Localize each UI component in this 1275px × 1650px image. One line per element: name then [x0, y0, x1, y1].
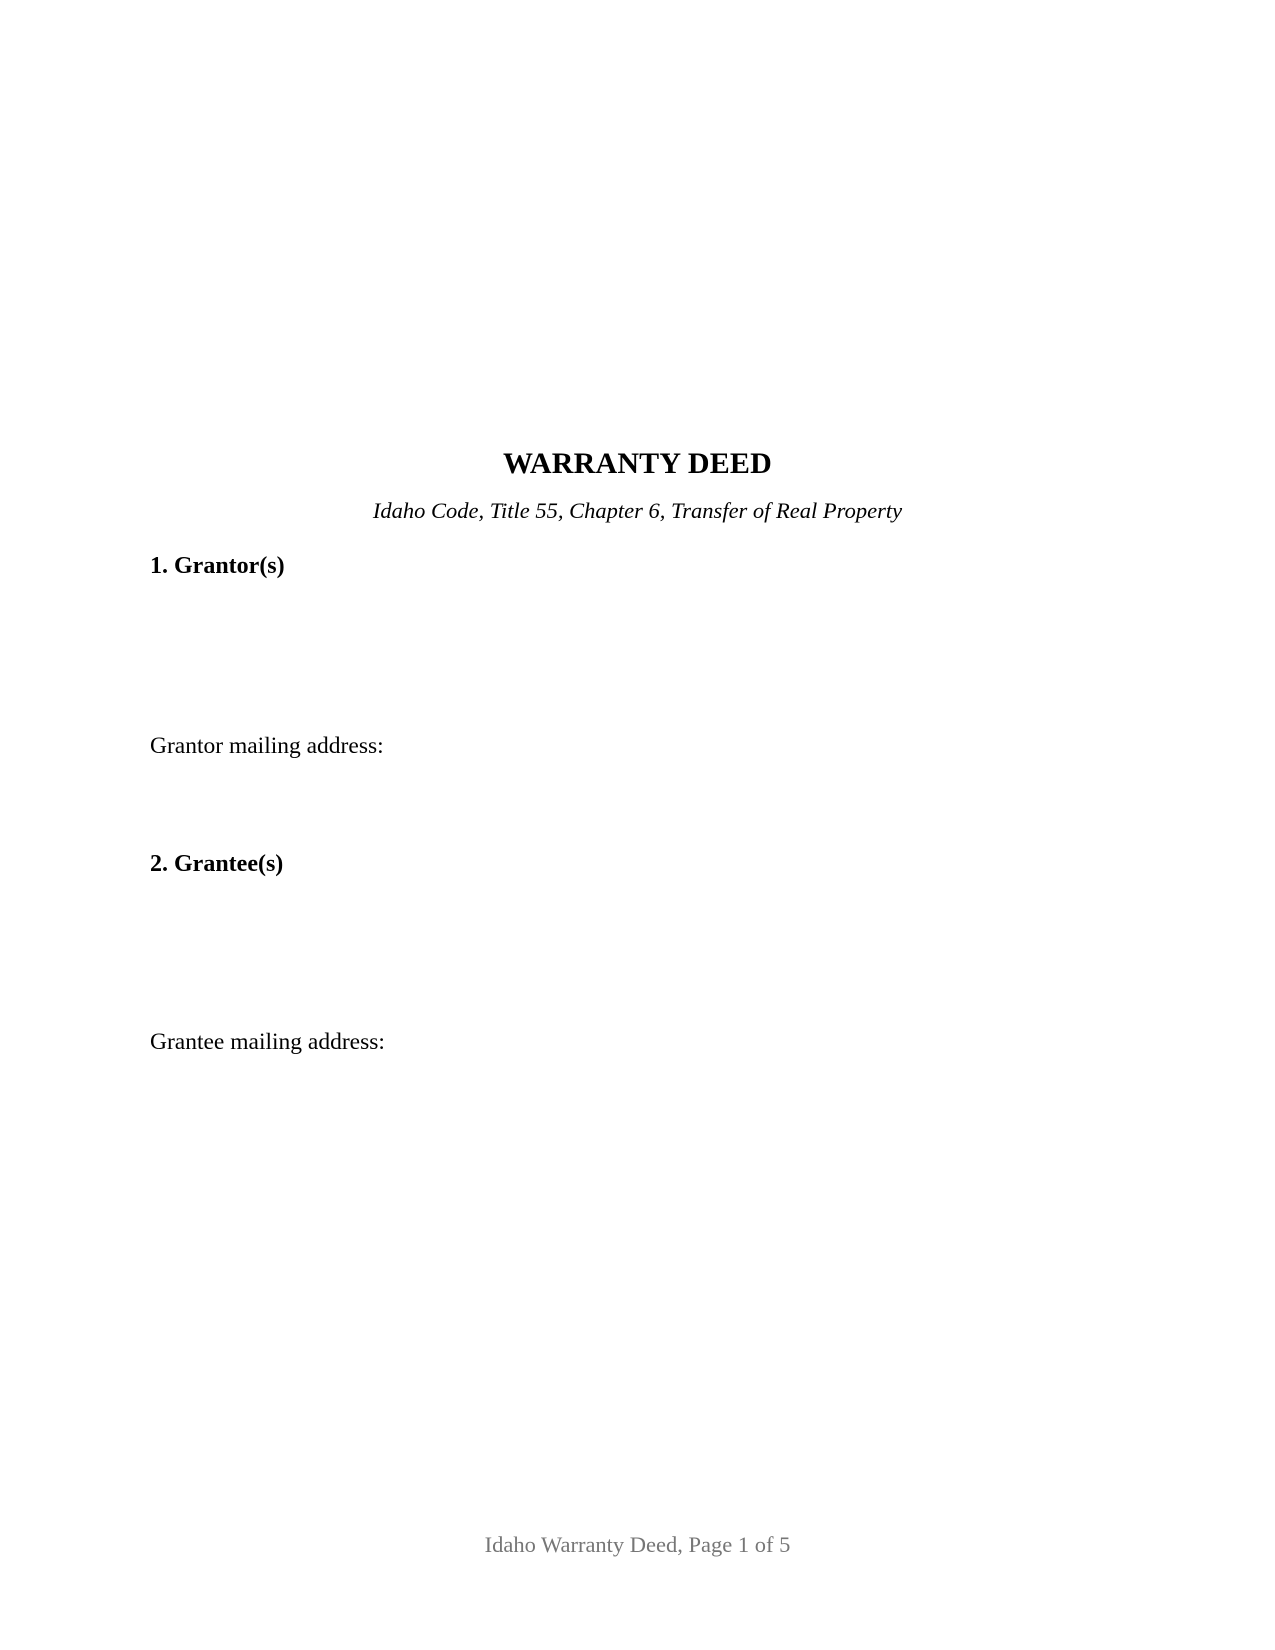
- grantee-heading: 2. Grantee(s): [150, 851, 284, 877]
- document-subtitle: Idaho Code, Title 55, Chapter 6, Transfer of Real Property: [372, 498, 903, 523]
- grantee-mailing-address-label: Grantee mailing address:: [150, 1029, 385, 1055]
- document-title: WARRANTY DEED: [502, 447, 772, 480]
- page-footer: Idaho Warranty Deed, Page 1 of 5: [484, 1532, 791, 1557]
- grantor-heading: 1. Grantor(s): [150, 553, 285, 579]
- grantor-mailing-address-label: Grantor mailing address:: [150, 733, 384, 759]
